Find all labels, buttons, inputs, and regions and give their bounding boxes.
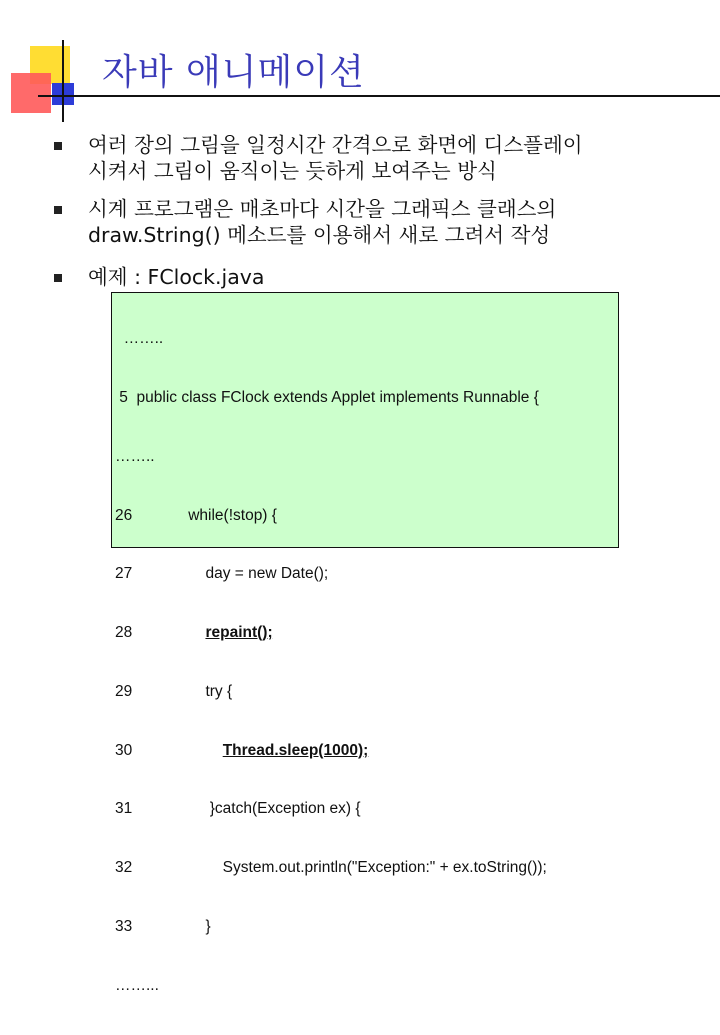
bullet-text: 여러 장의 그림을 일정시간 간격으로 화면에 디스플레이 시켜서 그림이 움직이는 듯하게 보여주는 방식 <box>88 133 583 183</box>
bullet-square-icon <box>54 142 62 150</box>
code-line: ……... <box>115 976 159 994</box>
slide-title: 자바 애니메이션 <box>102 52 365 93</box>
code-emphasis: Thread.sleep(1000); <box>222 741 369 759</box>
code-line: 31 }catch(Exception ex) { <box>115 800 361 818</box>
decor-red-square <box>11 73 51 113</box>
code-line: 5 public class FClock extends Applet implements Runnable { <box>115 388 539 406</box>
bullet-square-icon <box>54 206 62 214</box>
code-line: 33 } <box>115 918 211 935</box>
code-line: …….. <box>115 330 164 348</box>
bullet-square-icon <box>54 274 62 282</box>
bullet-text: 시계 프로그램은 매초마다 시간을 그래픽스 클래스의 draw.String() 메소드를 이용해서 새로 그려서 작성 <box>88 197 557 247</box>
bullet-text: 예제 : FClock.java <box>88 265 265 289</box>
code-line: 26 while(!stop) { <box>115 506 277 524</box>
code-line: …….. <box>115 447 155 465</box>
code-line: 29 try { <box>115 682 233 700</box>
code-emphasis: repaint(); <box>205 624 273 642</box>
decor-vertical-line <box>62 40 64 122</box>
code-line: 28 repaint(); <box>115 624 273 642</box>
code-line: 32 System.out.println("Exception:" + ex.toString()); <box>115 859 547 877</box>
code-line: 30 Thread.sleep(1000); <box>115 741 369 759</box>
decor-horizontal-line <box>38 95 720 97</box>
code-line: 27 day = new Date(); <box>115 565 329 583</box>
code-listing <box>115 290 715 1035</box>
